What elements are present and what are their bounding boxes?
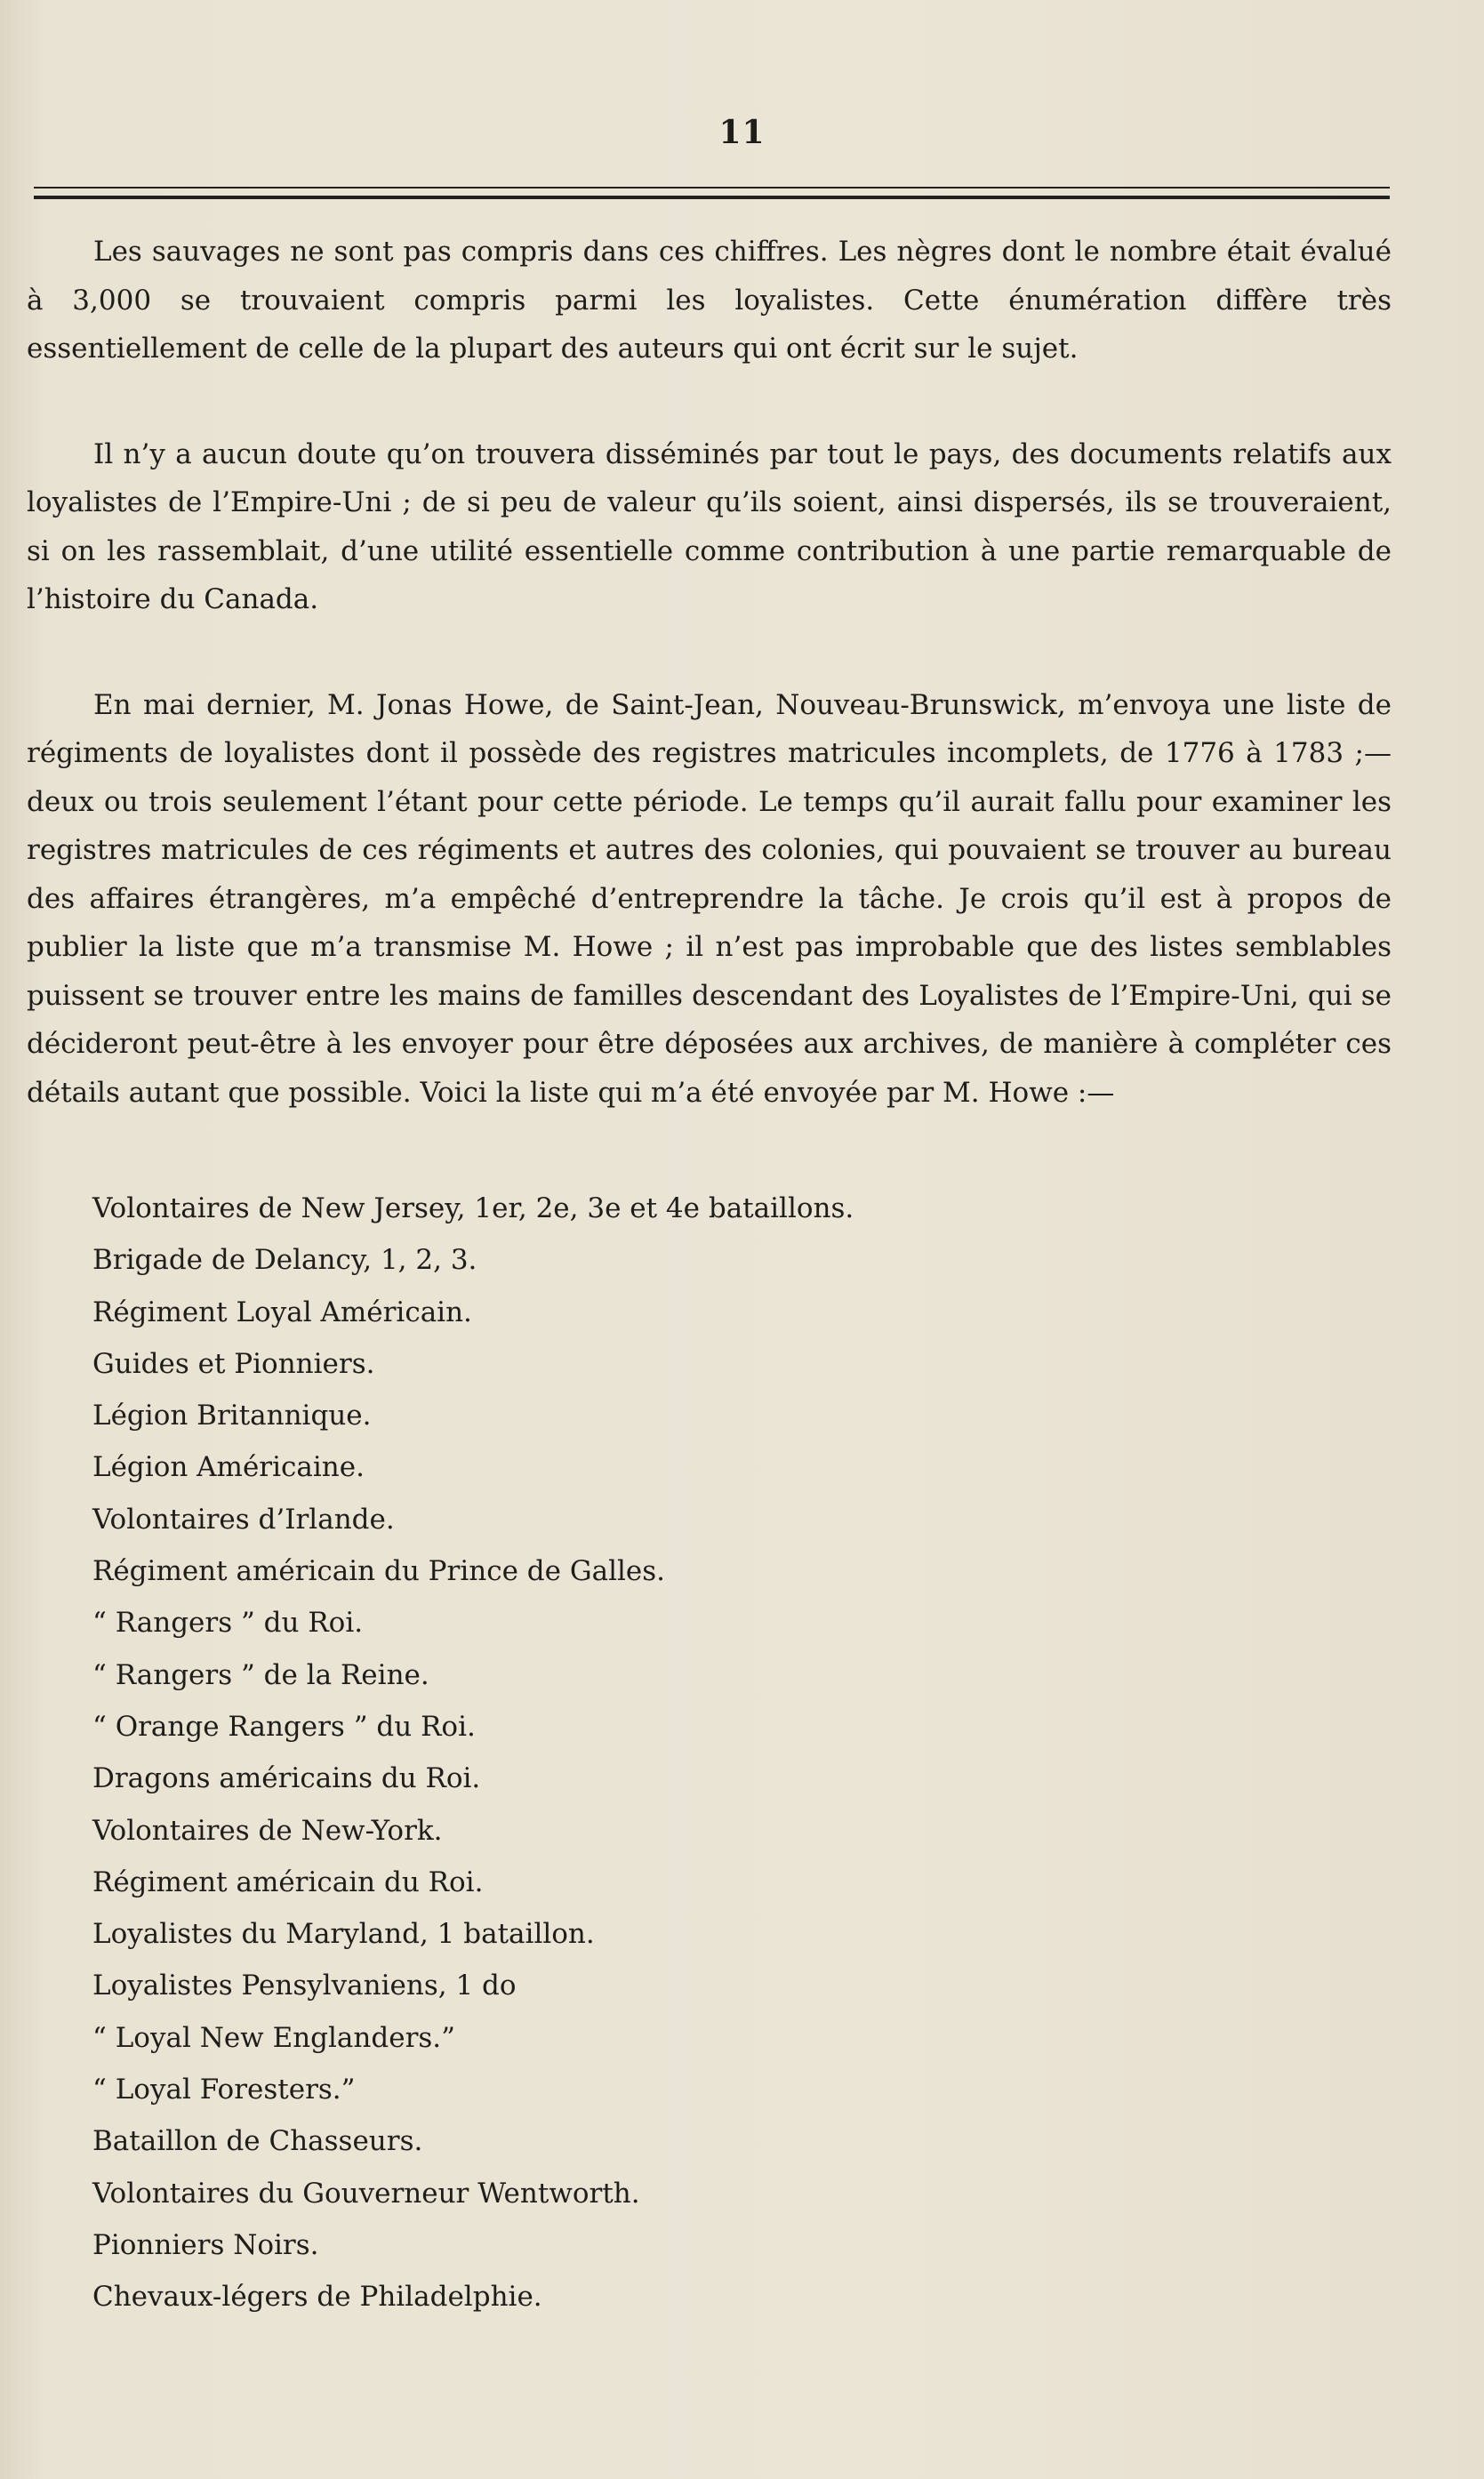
list-item: “ Orange Rangers ” du Roi. [92, 1710, 476, 1743]
body-text [27, 228, 1392, 1174]
list-item: Volontaires du Gouverneur Wentworth. [92, 2177, 640, 2210]
list-item: “ Loyal New Englanders.” [92, 2021, 455, 2054]
paragraph-howe-list: En mai dernier, M. Jonas Howe, de Saint-Jean, Nouveau-Brunswick, m’envoya une liste de régiments de loyalistes dont il possède des registres matricules incomplets, de 1776 à 1783 ;—deux ou trois seulement l’étant pour cette période. Le temps qu’il aurait fallu pour examiner les registres matricules de ces régiments et autres des colonies, qui pouvaient se trouver au bureau des affaires étrangères, m’a empêché d’entreprendre la tâche. Je crois qu’il est à propos de publier la liste que m’a transmise M. Howe ; il n’est pas improbable que des listes semblables puissent se trouver entre les mains de familles descendant des Loyalistes de l’Empire-Uni, qui se décideront peut-être à les envoyer pour être déposées aux archives, de manière à compléter ces détails autant que possible. Voici la liste qui m’a été envoyée par M. Howe :— [27, 688, 1392, 1109]
list-item: Loyalistes Pensylvaniens, 1 do [92, 1970, 517, 2002]
list-item: Volontaires de New Jersey, 1er, 2e, 3e et 4e bataillons. [92, 1192, 854, 1224]
list-item: Brigade de Delancy, 1, 2, 3. [92, 1244, 477, 1277]
list-item: “ Loyal Foresters.” [92, 2074, 356, 2106]
list-item: Régiment américain du Prince de Galles. [92, 1555, 666, 1588]
list-item: Régiment américain du Roi. [92, 1865, 484, 1898]
list-item: Volontaires d’Irlande. [92, 1503, 395, 1536]
paragraph-census-note: Les sauvages ne sont pas compris dans ces chiffres. Les nègres dont le nombre était évalué à 3,000 se trouvaient compris parmi les loyalistes. Cette énumération diffère très essentiellement de celle de la plupart des auteurs qui ont écrit sur le sujet. [27, 236, 1392, 365]
list-item: Dragons américains du Roi. [92, 1762, 481, 1795]
header-rule-thick [34, 196, 1390, 199]
header-rule-thin [34, 187, 1390, 189]
list-item: Bataillon de Chasseurs. [92, 2125, 423, 2158]
list-item: Loyalistes du Maryland, 1 bataillon. [92, 1918, 595, 1951]
list-item: Légion Américaine. [92, 1451, 365, 1484]
list-item: Guides et Pionniers. [92, 1347, 375, 1380]
list-item: “ Rangers ” du Roi. [92, 1607, 364, 1640]
list-item: Légion Britannique. [92, 1400, 372, 1432]
list-item: Chevaux-légers de Philadelphie. [92, 2281, 542, 2314]
list-item: Régiment Loyal Américain. [92, 1296, 472, 1328]
list-item: “ Rangers ” de la Reine. [92, 1658, 429, 1691]
list-item: Pionniers Noirs. [92, 2228, 319, 2261]
page-number: 11 [718, 114, 766, 151]
paragraph-loyalist-documents: Il n’y a aucun doute qu’on trouvera disséminés par tout le pays, des documents relatifs aux loyalistes de l’Empire-Uni ; de si peu de valeur qu’ils soient, ainsi dispersés, ils se trouveraient, si on les rassemblait, d’une utilité essentielle comme contribution à une partie remarquable de l’histoire du Canada. [27, 437, 1392, 615]
list-item: Volontaires de New-York. [92, 1814, 443, 1847]
regiment-list [92, 1183, 1337, 2323]
